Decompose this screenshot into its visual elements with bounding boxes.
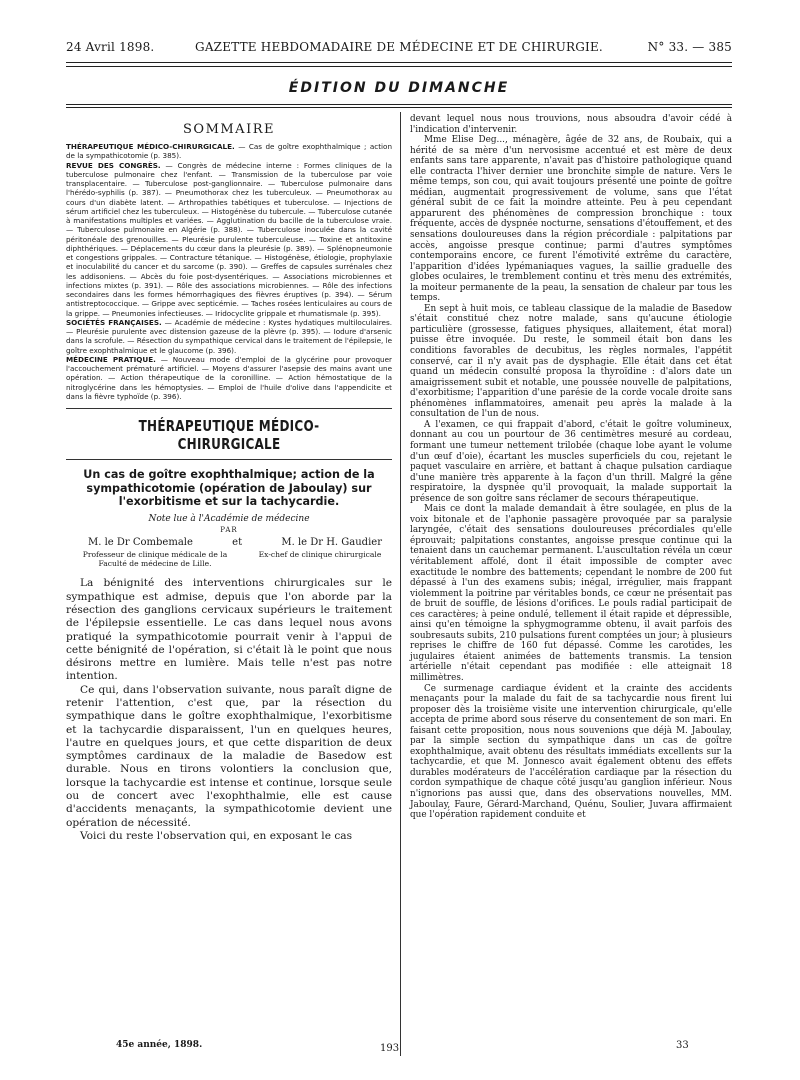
footer-page-center: 193 (380, 1043, 400, 1054)
edition-banner: ÉDITION DU DIMANCHE (288, 80, 510, 96)
article-paragraph: Ce surmenage cardiaque évident et la crainte des accidents menaçants pour la malade du fait de sa tachycardie nous firent lui proposer dès la troisième visite une intervention chirurgicale, qu'elle accepta de prime abord sous réserve du consentement de son mari. En faisant cette proposition, nous nous souvenions que déjà M. Jaboulay, par la simple section du sympathique dans un cas de goître exophthalmique, avait obtenu des résultats immédiats excellents sur la tachycardie, et que M. Jonnesco avait également obtenu des effets durables modérateurs de l'accélération cardiaque par la résection du cordon sympathique de chaque côté jusqu'au ganglion inférieur. Nous n'ignorions pas aussi que, dans des observations nouvelles, MM. Jaboulay, Faure, Gérard-Marchand, Quénu, Soulier, Juvara affirmaient que l'opération rapidement conduite et (410, 683, 732, 821)
author-1: M. le Dr Combemale (88, 536, 193, 548)
article-paragraph: Ce qui, dans l'observation suivante, nous paraît digne de retenir l'attention, c'est que, par la résection du sympathique dans le goître exophthalmique, l'exorbitisme et la tachycardie disparaissent, l'un en quelques heures, l'autre en quelques jours, et que cette disparition de deux symptômes cardinaux de la maladie de Basedow est durable. Nous en tirons volontiers la conclusion que, lorsque la tachycardie est intense et continue, lorsque seule ou de concert avec l'exophthalmie, elle est cause d'accidents menaçants, la sympathicotomie devient une opération de nécessité. (66, 683, 392, 829)
sommaire-entry: MÉDECINE PRATIQUE. — Nouveau mode d'emploi de la glycérine pour provoquer l'accouchement prématuré artificiel. — Moyens d'assurer l'asepsie des mains avant une opération. — Action thérapeutique de la coronilline. — Action hémostatique de la nitroglycérine dans les hémoptysies. — Emploi de l'huile d'olive dans l'appendicite et dans la fièvre typhoïde (p. 396). (66, 354, 392, 401)
section-title: THÉRAPEUTIQUE MÉDICO-CHIRURGICALE (138, 417, 320, 453)
running-header (66, 40, 732, 60)
article-paragraph: En sept à huit mois, ce tableau classique de la maladie de Basedow s'était constitué chez notre malade, sans qu'aucune étiologie particulière (grossesse, fatigues physiques, allaitement, état moral) puisse être invoquée. Du reste, le sommeil était bon dans les conditions favorables de decubitus, les règles normales, l'appétit conservé, car il n'y avait pas de dysphagie. Elle était dans cet état quand un médecin consulté proposa la thyroïdine : d'alors date un amaigrissement subit et notable, une poussée nouvelle de palpitations, d'exorbitisme; l'apparition d'une parésie de la corde vocale droite sans phénomènes inflammatoires, amenait peu après la malade à la consultation de l'un de nous. (410, 303, 732, 420)
affiliation-1: Professeur de clinique médicale de la Faculté de médecine de Lille. (82, 549, 228, 568)
left-column (66, 114, 392, 843)
sommaire-title: SOMMAIRE (183, 122, 275, 137)
sommaire-entry: SOCIÉTÉS FRANÇAISES. — Académie de médecine : Kystes hydatiques multiloculaires. — Pleurésie purulente avec distension gazeuse de la plèvre (p. 395). — Iodure d'arsenic dans la scrofule. — Résection du sympathique cervical dans le traitement de l'épilepsie, le goître exophthalmique et le glaucome (p. 396). (66, 317, 392, 355)
article-par: PAR (220, 525, 238, 534)
column-separator (400, 112, 401, 1056)
author-2: M. le Dr H. Gaudier (281, 536, 382, 548)
header-rule-2 (66, 66, 732, 67)
edition-rule-2 (66, 107, 732, 108)
header-date: 24 Avril 1898. (66, 40, 155, 54)
affiliation-2: Ex-chef de clinique chirurgicale (258, 549, 382, 559)
right-column (410, 114, 732, 821)
article-paragraph: La bénignité des interventions chirurgicales sur le sympathique est admise, depuis que l'on aborde par la résection des ganglions cervicaux supérieurs le traitement de l'épilepsie essentielle. Le cas dans lequel nous avons pratiqué la sympathicotomie pourrait venir à l'appui de cette bénignité de l'opération, si c'était là le point que nous désirons mettre en lumière. Mais telle n'est pas notre intention. (66, 577, 392, 683)
header-rule (66, 62, 732, 63)
article-paragraph: Voici du reste l'observation qui, en exposant le cas (80, 829, 353, 842)
header-journal-title: GAZETTE HEBDOMADAIRE DE MÉDECINE ET DE CHIRURGIE. (195, 40, 603, 54)
article-note: Note lue à l'Académie de médecine (148, 513, 310, 524)
article-title: Un cas de goître exophthalmique; action de la sympathicotomie (opération de Jaboulay) sur l'exorbitisme et sur la tachycardie. (83, 468, 375, 508)
article-authors (66, 537, 392, 548)
sommaire-entry: THÉRAPEUTIQUE MÉDICO-CHIRURGICALE. — Cas de goître exophthalmique ; action de la sympathicotomie (p. 385). (66, 142, 392, 161)
section-divider (66, 408, 392, 409)
header-issue-page: N° 33. — 385 (647, 40, 732, 54)
footer-page-right: 33 (676, 1040, 689, 1051)
footer-year: 45e année, 1898. (116, 1040, 203, 1050)
edition-rule (66, 104, 732, 105)
article-paragraph: Mme Elise Deg..., ménagère, âgée de 32 ans, de Roubaix, qui a hérité de sa mère d'un nervosisme accentué et est mère de deux enfants sans tare apparente, n'avait pas d'histoire pathologique quand elle contracta l'hiver dernier une bronchite simple de nature. Vers le même temps, son cou, qui avait toujours présenté une pointe de goître médian, augmentait progressivement de volume, sans que l'état général subit de ce fait la moindre atteinte. Peu à peu cependant apparurent des phénomènes de compression bronchique : toux fréquente, accès de dyspnée nocturne, sensations d'étouffement, et des sensations douloureuses dans la région précordiale : palpitations par accès, angoisse presque continue; parmi d'autres symptômes contemporains encore, ce furent l'émotivité extrême du caractère, l'apparition d'idées lypémaniaques vagues, la saillie graduelle des globes oculaires, le tremblement continu et très menu des extrémités, la moiteur permanente de la peau, la sensation de chaleur par tous les temps. (410, 135, 732, 304)
section-title-rule (66, 459, 392, 460)
author-affiliations (66, 548, 392, 569)
article-paragraph: devant lequel nous nous trouvions, nous absoudra d'avoir cédé à l'indication d'intervenir. (410, 114, 732, 135)
article-paragraph: Mais ce dont la malade demandait à être soulagée, en plus de la voix bitonale et de l'aphonie passagère provoquée par sa paralysie laryngée, c'était des sensations douloureuses précordiales qu'elle éprouvait; palpitations constantes, angoisse presque continue qui la tenaient dans un cauchemar permanent. L'auscultation révéla un cœur véritablement affolé, dont il était impossible de compter avec exactitude le nombre des battements; cependant le nombre de 200 fut dépassé à l'un des examens subis; inégal, irrégulier, mais frappant violemment la poitrine par véritables bonds, ce cœur ne présentait pas de bruit de souffle, de lésions d'orifices. Le pouls radial participait de ces caractères; à peine ondulé, tellement il était rapide et dépressible, ainsi qu'en témoigne la sphygmogramme obtenu, il avait parfois des soubresauts subits, 210 pulsations furent comptées un jour; à plusieurs reprises le chiffre de 160 fut dépassé. Comme les carotides, les jugulaires étaient animées de battements transmis. La tension artérielle n'était cependant pas modifiée : elle atteignait 18 millimètres. (410, 504, 732, 683)
sommaire-entry: REVUE DES CONGRÈS. — Congrès de médecine interne : Formes cliniques de la tuberculose pulmonaire chez l'enfant. — Transmission de la tuberculose par voie transplacentaire. — Tuberculose post-ganglionnaire. — Tuberculose pulmonaire dans l'hérédo-syphilis (p. 387). — Pneumothorax chez les tuberculeux. — Pneumothorax au cours d'un diabète latent. — Arthropathies tabétiques et tuberculose. — Injections de sérum artificiel chez les tuberculeux. — Histogénèse du tubercule. — Tuberculose cutanée à manifestations multiples et variées. — Agglutination du bacille de la tuberculose vraie. — Tuberculose pulmonaire en Algérie (p. 388). — Tuberculose inoculée dans la cavité péritonéale des grenouilles. — Pleurésie purulente tuberculeuse. — Toxine et antitoxine diphthériques. — Déplacements du cœur dans la pleurésie (p. 389). — Splénopneumonie et congestions grippales. — Contracture tétanique. — Histogénèse, étiologie, prophylaxie et inoculabilité du cancer et du sarcome (p. 390). — Greffes de capsules surrénales chez les addisoniens. — Abcès du foie post-dysentériques. — Associations microbiennes et infections mixtes (p. 391). — Rôle des associations microbiennes. — Rôle des infections secondaires dans les formes hémorrhagiques des fièvres éruptives (p. 394). — Sérum antistreptococcique. — Grippe avec septicémie. — Taches rosées lenticulaires au cours de la grippe. — Pneumonies infectieuses. — Iridocyclite grippale et rhumatismale (p. 395). (66, 160, 392, 318)
author-conjunction: et (232, 536, 243, 548)
article-paragraph: A l'examen, ce qui frappait d'abord, c'était le goître volumineux, donnant au cou un pourtour de 36 centimètres mesuré au cordeau, formant une tumeur nettement trilobée (chaque lobe ayant le volume d'un œuf d'oie), écartant les muscles superficiels du cou, rejetant le paquet vasculaire en arrière, et battant à chaque pulsation cardiaque d'une manière très apparente à la façon d'un thrill. Malgré la gêne respiratoire, la dyspnée qu'il provoquait, la malade supportait la présence de son goître sans réclamer de secours thérapeutique. (410, 419, 732, 504)
